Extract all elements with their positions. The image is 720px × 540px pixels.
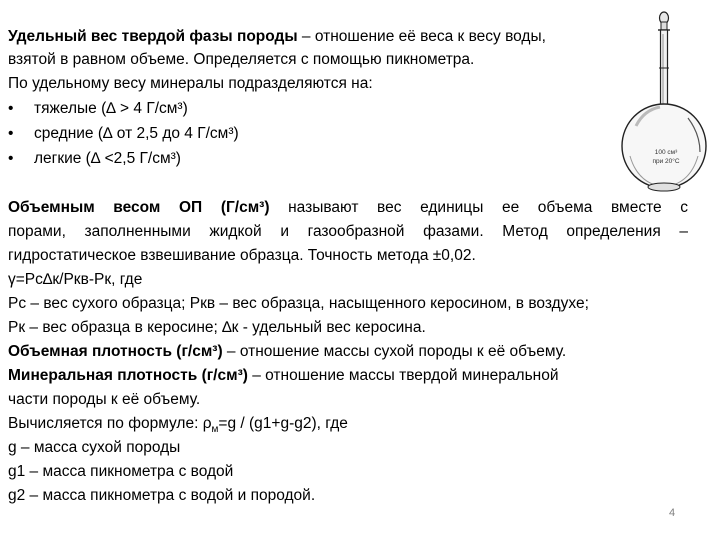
- specific-gravity-definition-line-1: [8, 26, 546, 48]
- specific-gravity-term: Удельный вес твердой фазы породы: [8, 28, 298, 45]
- bullet-medium: средние (∆ от 2,5 до 4 Г/см³): [34, 125, 239, 142]
- bulk-weight-formula: γ=Рс∆к/Ркв-Рк, где: [8, 271, 143, 288]
- mineral-density-definition-line-1: [8, 365, 559, 387]
- bulk-weight-term: Объемным весом ОП (Г/см³): [8, 199, 270, 216]
- bullet-light: легкие (∆ <2,5 Г/см³): [34, 150, 181, 167]
- specific-gravity-definition-line-2: взятой в равном объеме. Определяется с помощью пикнометра.: [8, 51, 475, 68]
- volume-density-definition: [8, 341, 566, 363]
- mineral-density-term: Минеральная плотность (г/см³): [8, 367, 248, 384]
- formula-body: =g / (g1+g-g2), где: [218, 415, 348, 432]
- mineral-density-definition-line-2: части породы к её объему.: [8, 391, 201, 408]
- formula-prefix: Вычисляется по формуле: ρ: [8, 415, 212, 432]
- formula-variables-line-1: Рс – вес сухого образца; Ркв – вес образца, насыщенного керосином, в воздухе;: [8, 295, 589, 312]
- flask-label-temperature: при 20°С: [652, 158, 680, 165]
- formula-subscript: м: [211, 424, 219, 436]
- bullet-heavy-marker: •: [8, 100, 14, 117]
- variable-g1: g1 – масса пикнометра с водой: [8, 463, 234, 480]
- variable-g: g – масса сухой породы: [8, 439, 181, 456]
- volume-density-text: – отношение массы сухой породы к её объему.: [222, 343, 567, 360]
- bullet-light-marker: •: [8, 150, 14, 167]
- pycnometer-icon: [608, 6, 718, 196]
- bulk-weight-definition-line-1: [8, 197, 688, 219]
- mineral-density-text: – отношение массы твердой минеральной: [247, 367, 559, 384]
- volume-density-term: Объемная плотность (г/см³): [8, 343, 223, 360]
- variable-g2: g2 – масса пикнометра с водой и породой.: [8, 487, 316, 504]
- pycnometer-illustration: [608, 6, 718, 201]
- page-number: 4: [669, 507, 676, 519]
- formula-variables-line-2: Рк – вес образца в керосине; ∆к - удельный вес керосина.: [8, 319, 426, 336]
- specific-gravity-definition-text: – отношение её веса к весу воды,: [297, 28, 546, 45]
- bulk-weight-definition-line-2: порами, заполненными жидкой и газообразной фазами. Метод определения –: [8, 223, 688, 240]
- classification-intro: По удельному весу минералы подразделяются на:: [8, 75, 373, 92]
- bullet-medium-marker: •: [8, 125, 14, 142]
- bullet-heavy: тяжелые (∆ > 4 Г/см³): [34, 100, 188, 117]
- bulk-weight-definition-text: называют вес единицы ее объема вместе с: [269, 199, 689, 216]
- flask-label-volume: 100 см³: [654, 149, 678, 156]
- bulk-weight-definition-line-3: гидростатическое взвешивание образца. Точность метода ±0,02.: [8, 247, 476, 264]
